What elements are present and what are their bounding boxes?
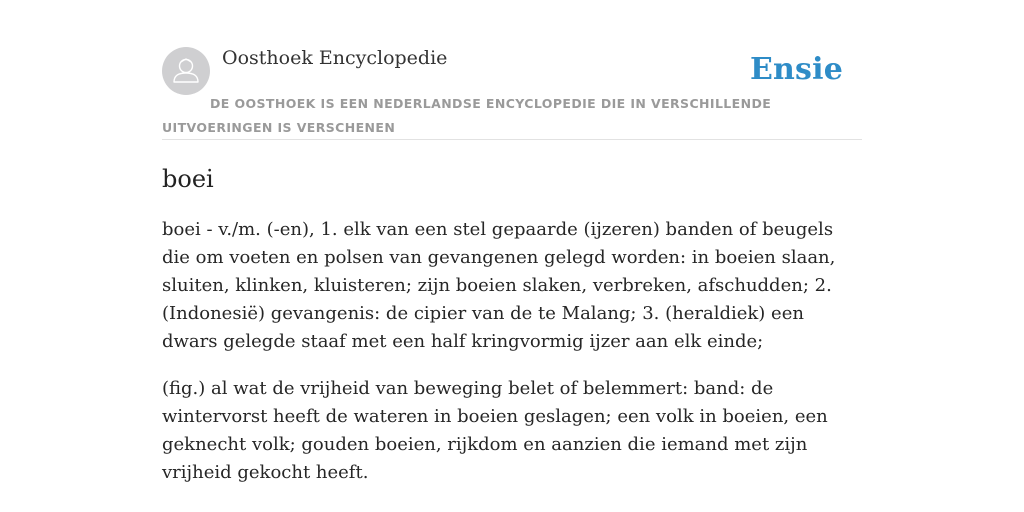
entry-paragraph: (fig.) al wat de vrijheid van beweging belet of belemmert: band: de wintervorst heeft de wateren in boeien geslagen; een volk in boeien, een geknecht volk; gouden boeien, rijkdom en aanzien die iemand met zijn vrijheid gekocht heeft.: [162, 378, 828, 483]
avatar[interactable]: [162, 47, 210, 95]
source-tagline: DE OOSTHOEK IS EEN NEDERLANDSE ENCYCLOPEDIE DIE IN VERSCHILLENDE UITVOERINGEN IS VERSCHENEN: [162, 96, 772, 135]
source-header: [162, 46, 862, 140]
entry-title: boei: [162, 165, 214, 193]
entry-body: [162, 216, 862, 506]
entry-paragraph: boei - v./m. (-en), 1. elk van een stel gepaarde (ijzeren) banden of beugels die om voeten en polsen van gevangenen gelegd worden: in boeien slaan, sluiten, klinken, kluisteren; zijn boeien slaken, verbreken, afschudden; 2. (Indonesië) gevangenis: de cipier van de te Malang; 3. (heraldiek) een dwars gelegde staaf met een half kringvormig ijzer aan elk einde;: [162, 219, 836, 352]
brand-logo[interactable]: Ensie: [749, 52, 843, 87]
source-title[interactable]: Oosthoek Encyclopedie: [222, 47, 448, 69]
user-icon: [162, 47, 210, 95]
